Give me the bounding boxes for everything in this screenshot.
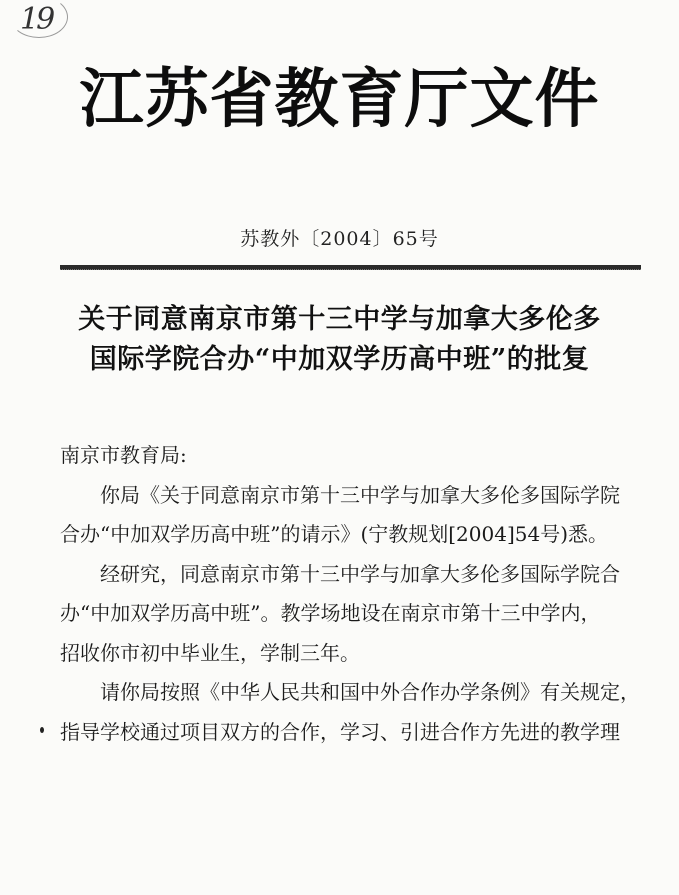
addressee: 南京市教育局: [60, 443, 187, 467]
body-line-3: 经研究，同意南京市第十三中学与加拿大多伦多国际学院合 [100, 561, 620, 586]
body-line-1: 你局《关于同意南京市第十三中学与加拿大多伦多国际学院 [100, 482, 620, 507]
page-number: 19 [20, 2, 53, 37]
document-number: 苏教外〔2004〕65号 [240, 228, 439, 250]
agency-title: 江苏省教育厅文件 [79, 62, 600, 137]
margin-mark [40, 727, 44, 733]
body-line-2: 合办“中加双学历高中班”的请示》(宁教规划[2004]54号)悉。 [60, 522, 609, 546]
document-body [60, 436, 652, 752]
document-subject [0, 300, 679, 380]
body-line-7: 指导学校通过项目双方的合作，学习、引进合作方先进的教学理 [60, 719, 620, 744]
body-line-5: 招收你市初中毕业生，学制三年。 [60, 640, 360, 665]
header-divider [60, 265, 641, 270]
subject-line-1: 关于同意南京市第十三中学与加拿大多伦多 [78, 304, 601, 335]
subject-line-2: 国际学院合办“中加双学历高中班”的批复 [89, 344, 590, 375]
body-line-4: 办“中加双学历高中班”。教学场地设在南京市第十三中学内， [60, 601, 601, 625]
body-line-6: 请你局按照《中华人民共和国中外合作办学条例》有关规定， [100, 680, 640, 704]
